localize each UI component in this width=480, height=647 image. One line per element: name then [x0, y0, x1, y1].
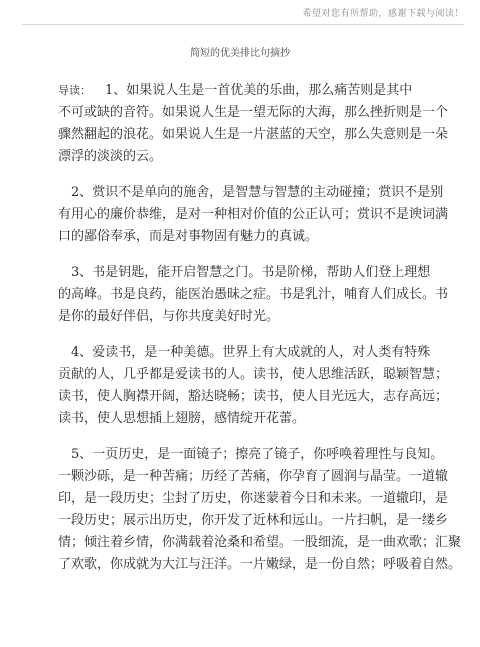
- paragraph-1: [58, 80, 449, 168]
- header-divider: [22, 24, 464, 25]
- paragraph-line: 一颗沙砾，是一种苦痛；历经了苦痛，你孕育了圆润与晶莹。一道辙: [58, 469, 449, 484]
- line-text: 1、如果说人生是一首优美的乐曲，那么痛苦则是其中: [105, 83, 413, 98]
- document-body: [58, 80, 462, 590]
- paragraph-line: 漂浮的淡淡的云。: [58, 149, 163, 164]
- paragraph-line: 3、书是钥匙，能开启智慧之门。书是阶梯，帮助人们登上理想: [58, 265, 431, 280]
- paragraph-line: 有用心的廉价恭维，是对一种相对价值的公正认可；赏识不是谀词满: [58, 207, 449, 222]
- paragraph-line: 了欢歌，你成就为大江与汪洋。一片嫩绿，是一份自然；呼吸着自然。: [58, 557, 462, 572]
- paragraph-4: [58, 342, 449, 430]
- paragraph-line: 的高峰。书是良药，能医治愚昧之症。书是乳汁，哺育人们成长。书: [58, 287, 449, 302]
- paragraph-line: 情；倾注着乡情，你满载着沧桑和希望。一股细流，是一曲欢歌；汇聚: [58, 535, 462, 550]
- paragraph-line: 4、爱读书，是一种美德。世界上有大成就的人，对人类有特殊: [58, 345, 431, 360]
- intro-label: 导读：: [58, 84, 91, 97]
- paragraph-line: 骤然翻起的浪花。如果说人生是一片湛蓝的天空，那么失意则是一朵: [58, 127, 449, 142]
- paragraph-line: 口的鄙俗奉承，而是对事物固有魅力的真诚。: [58, 229, 319, 244]
- paragraph-line: 读书，使人思想插上翅膀，感情绽开花蕾。: [58, 411, 306, 426]
- document-title: 简短的优美排比句摘抄: [190, 48, 290, 59]
- paragraph-line: 贡献的人，几乎都是爱读书的人。读书，使人思维活跃，聪颖智慧；: [58, 367, 449, 382]
- paragraph-line: 一段历史；展示出历史，你开发了近林和远山。一片扫帆，是一缕乡: [58, 513, 449, 528]
- paragraph-line: 2、赏识不是单向的施舍，是智慧与智慧的主动碰撞；赏识不是别: [58, 185, 444, 200]
- paragraph-line: 读书，使人胸襟开阔，豁达晓畅；读书，使人目光远大，志存高远；: [58, 389, 449, 404]
- paragraph-line: 是你的最好伴侣，与你共度美好时光。: [58, 309, 280, 324]
- paragraph-5: [58, 444, 462, 576]
- paragraph-2: [58, 182, 449, 248]
- paragraph-line: 5、一页历史，是一面镜子；擦亮了镜子，你呼唤着理性与良知。: [58, 447, 444, 462]
- paragraph-line: [58, 80, 426, 102]
- paragraph-3: [58, 262, 449, 328]
- header-note: 希望对您有所帮助，感谢下载与阅读！: [302, 9, 464, 19]
- paragraph-line: 不可或缺的音符。如果说人生是一望无际的大海，那么挫折则是一个: [58, 105, 449, 120]
- paragraph-line: 印，是一段历史；尘封了历史，你迷蒙着今日和未来。一道辙印，是: [58, 491, 449, 506]
